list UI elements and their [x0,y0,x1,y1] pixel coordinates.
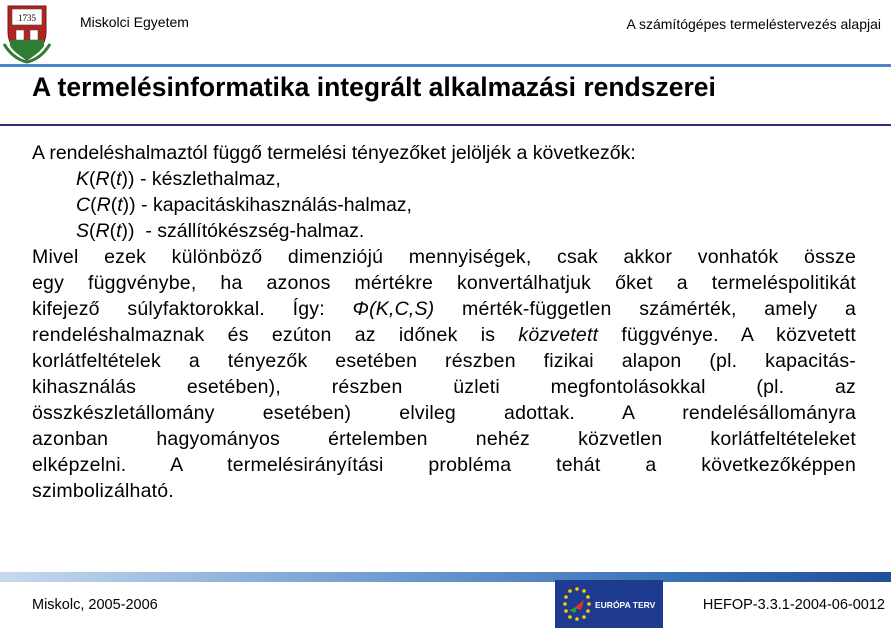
paragraph-line: kihasználás esetében), részben üzleti megfontolásokkal (pl. az [32,376,856,398]
eu-logo-text: EURÓPA TERV [595,600,656,610]
crest-year-text: 1735 [18,13,36,23]
intro-text: A rendeléshalmaztól függő termelési tényezőket jelöljék a következők: [32,142,636,164]
paragraph-line: korlátfeltételek a tényezők esetében részben fizikai alapon (pl. kapacitás- [32,350,856,372]
footer-location: Miskolc, 2005-2006 [32,597,158,613]
paragraph-line: elképzelni. A termelésirányítási probléma tehát a következőképpen [32,454,856,476]
eu-logo [555,580,663,628]
footer-bar [0,572,891,582]
paragraph-line: összkészletállomány esetében) elvileg adottak. A rendelésállományra [32,402,856,424]
university-crest-icon [2,0,52,64]
slide-header [0,0,891,66]
body-paragraph [32,244,856,504]
paragraph-line: azonban hagyományos értelemben nehéz közvetlen korlátfeltételeket [32,428,856,450]
paragraph-line: egy függvénybe, ha azonos mértékre konvertálhatjuk őket a termeléspolitikát [32,272,856,294]
emphasis-text: közvetett [518,324,599,346]
footer-project-code: HEFOP-3.3.1-2004-06-0012 [702,597,885,613]
eu-flag-icon [555,580,663,628]
paragraph-line: szimbolizálható. [32,480,174,502]
list-item: K(R(t)) - készlethalmaz, [76,168,281,190]
list-item: C(R(t)) - kapacitáskihasználás-halmaz, [76,194,412,216]
phi-symbol: Φ [352,298,370,320]
paragraph-line: Mivel ezek különböző dimenziójú mennyiségek, csak akkor vonhatók össze [32,246,856,268]
university-name: Miskolci Egyetem [80,14,189,30]
slide-title: A termelésinformatika integrált alkalmazási rendszerei [32,72,716,102]
paragraph-line: rendeléshalmaznak és ezúton az időnek is közvetett függvénye. A közvetett [32,324,857,346]
course-title: A számítógépes termeléstervezés alapjai [626,16,881,32]
list-item: S(R(t)) - szállítókészség-halmaz. [76,220,365,242]
paragraph-line: kifejező súlyfaktorokkal. Így: Φ(K,C,S) mérték-független számérték, amely a [32,298,856,320]
slide-body [32,140,856,504]
title-divider [0,124,891,126]
header-divider [0,64,891,67]
